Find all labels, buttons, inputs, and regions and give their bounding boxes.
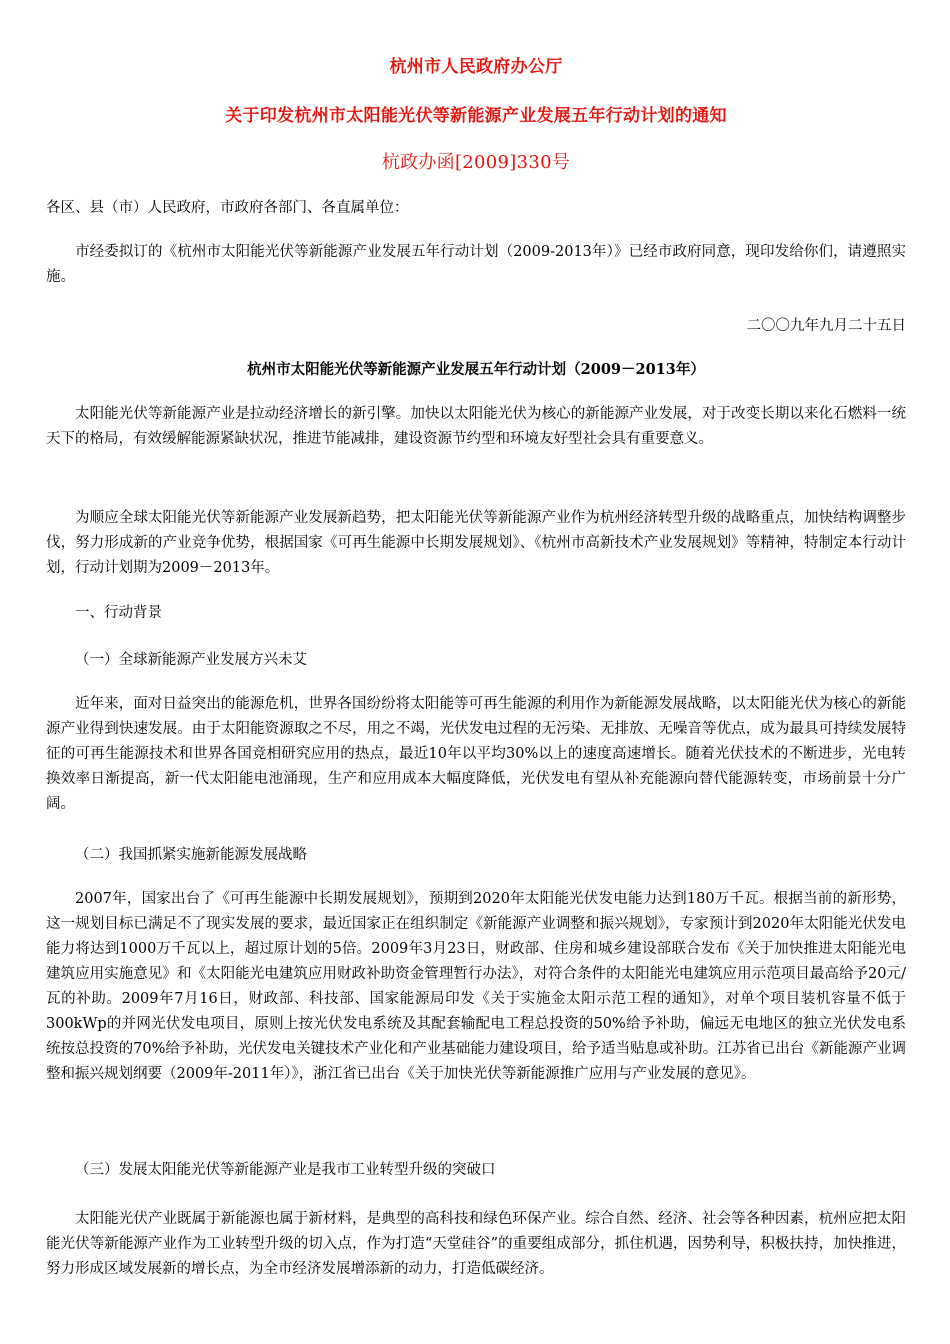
addressee-line: 各区、县（市）人民政府，市政府各部门、各直属单位： <box>46 200 409 216</box>
paragraph-4: 2007年，国家出台了《可再生能源中长期发展规划》，预期到2020年太阳能光伏发电能力达到180万千瓦。根据当前的新形势，这一规划目标已满足不了现实发展的要求，最近国家正在组织制定《新能源产业调整和振兴规划》，专家预计到2020年太阳能光伏发电能力将达到1000万千瓦以上，超过原计划的5倍。2009年3月23日，财政部、住房和城乡建设部联合发布《关于加快推进太阳能光电建筑应用实施意见》和《太阳能光电建筑应用财政补助资金管理暂行办法》，对符合条件的太阳能光电建筑应用示范项目最高给予20元/瓦的补助。2009年7月16日，财政部、科技部、国家能源局印发《关于实施金太阳示范工程的通知》，对单个项目装机容量不低于300kWp的并网光伏发电项目，原则上按光伏发电系统及其配套输配电工程总投资的50%给予补助，偏远无电地区的独立光伏发电系统按总投资的70%给予补助，光伏发电关键技术产业化和产业基础能力建设项目，给予适当贴息或补助。江苏省已出台《新能源产业调整和振兴规划纲要（2009年-2011年）》，浙江省已出台《关于加快光伏等新能源推广应用与产业发展的意见》。 <box>46 891 906 1082</box>
section-heading-1: 一、行动背景 <box>75 605 162 621</box>
notice-title: 关于印发杭州市太阳能光伏等新能源产业发展五年行动计划的通知 <box>225 106 727 126</box>
paragraph-1: 太阳能光伏等新能源产业是拉动经济增长的新引擎。加快以太阳能光伏为核心的新能源产业发展，对于改变长期以来化石燃料一统天下的格局，有效缓解能源紧缺状况，推进节能减排，建设资源节约型和环境友好型社会具有重要意义。 <box>46 406 906 447</box>
subsection-heading-1: （一）全球新能源产业发展方兴未艾 <box>75 652 307 668</box>
intro-paragraph: 市经委拟订的《杭州市太阳能光伏等新能源产业发展五年行动计划（2009-2013年）》已经市政府同意，现印发给你们，请遵照实施。 <box>46 244 906 285</box>
subsection-heading-2: （二）我国抓紧实施新能源发展战略 <box>75 847 307 863</box>
paragraph-5: 太阳能光伏产业既属于新能源也属于新材料，是典型的高科技和绿色环保产业。综合自然、经济、社会等各种因素，杭州应把太阳能光伏等新能源产业作为工业转型升级的切入点，作为打造“天堂硅谷”的重要组成部分，抓住机遇，因势利导，积极扶持，加快推进，努力形成区域发展新的增长点，为全市经济发展增添新的动力，打造低碳经济。 <box>46 1211 906 1277</box>
issue-date: 二〇〇九年九月二十五日 <box>746 318 906 334</box>
subsection-heading-3: （三）发展太阳能光伏等新能源产业是我市工业转型升级的突破口 <box>75 1162 496 1178</box>
paragraph-3: 近年来，面对日益突出的能源危机，世界各国纷纷将太阳能等可再生能源的利用作为新能源发展战略，以太阳能光伏为核心的新能源产业得到快速发展。由于太阳能资源取之不尽，用之不竭，光伏发电过程的无污染、无排放、无噪音等优点，成为最具可持续发展特征的可再生能源技术和世界各国竞相研究应用的热点，最近10年以平均30%以上的速度高速增长。随着光伏技术的不断进步，光电转换效率日渐提高，新一代太阳能电池涌现，生产和应用成本大幅度降低，光伏发电有望从补充能源向替代能源转变，市场前景十分广阔。 <box>46 696 906 812</box>
paragraph-2: 为顺应全球太阳能光伏等新能源产业发展新趋势，把太阳能光伏等新能源产业作为杭州经济转型升级的战略重点，加快结构调整步伐，努力形成新的产业竞争优势，根据国家《可再生能源中长期发展规划》、《杭州市高新技术产业发展规划》等精神，特制定本行动计划，行动计划期为2009－2013年。 <box>46 510 906 576</box>
plan-title: 杭州市太阳能光伏等新能源产业发展五年行动计划（2009－2013年） <box>247 361 705 378</box>
document-number: 杭政办函[2009]330号 <box>381 152 571 173</box>
issuing-office-title: 杭州市人民政府办公厅 <box>389 57 563 77</box>
